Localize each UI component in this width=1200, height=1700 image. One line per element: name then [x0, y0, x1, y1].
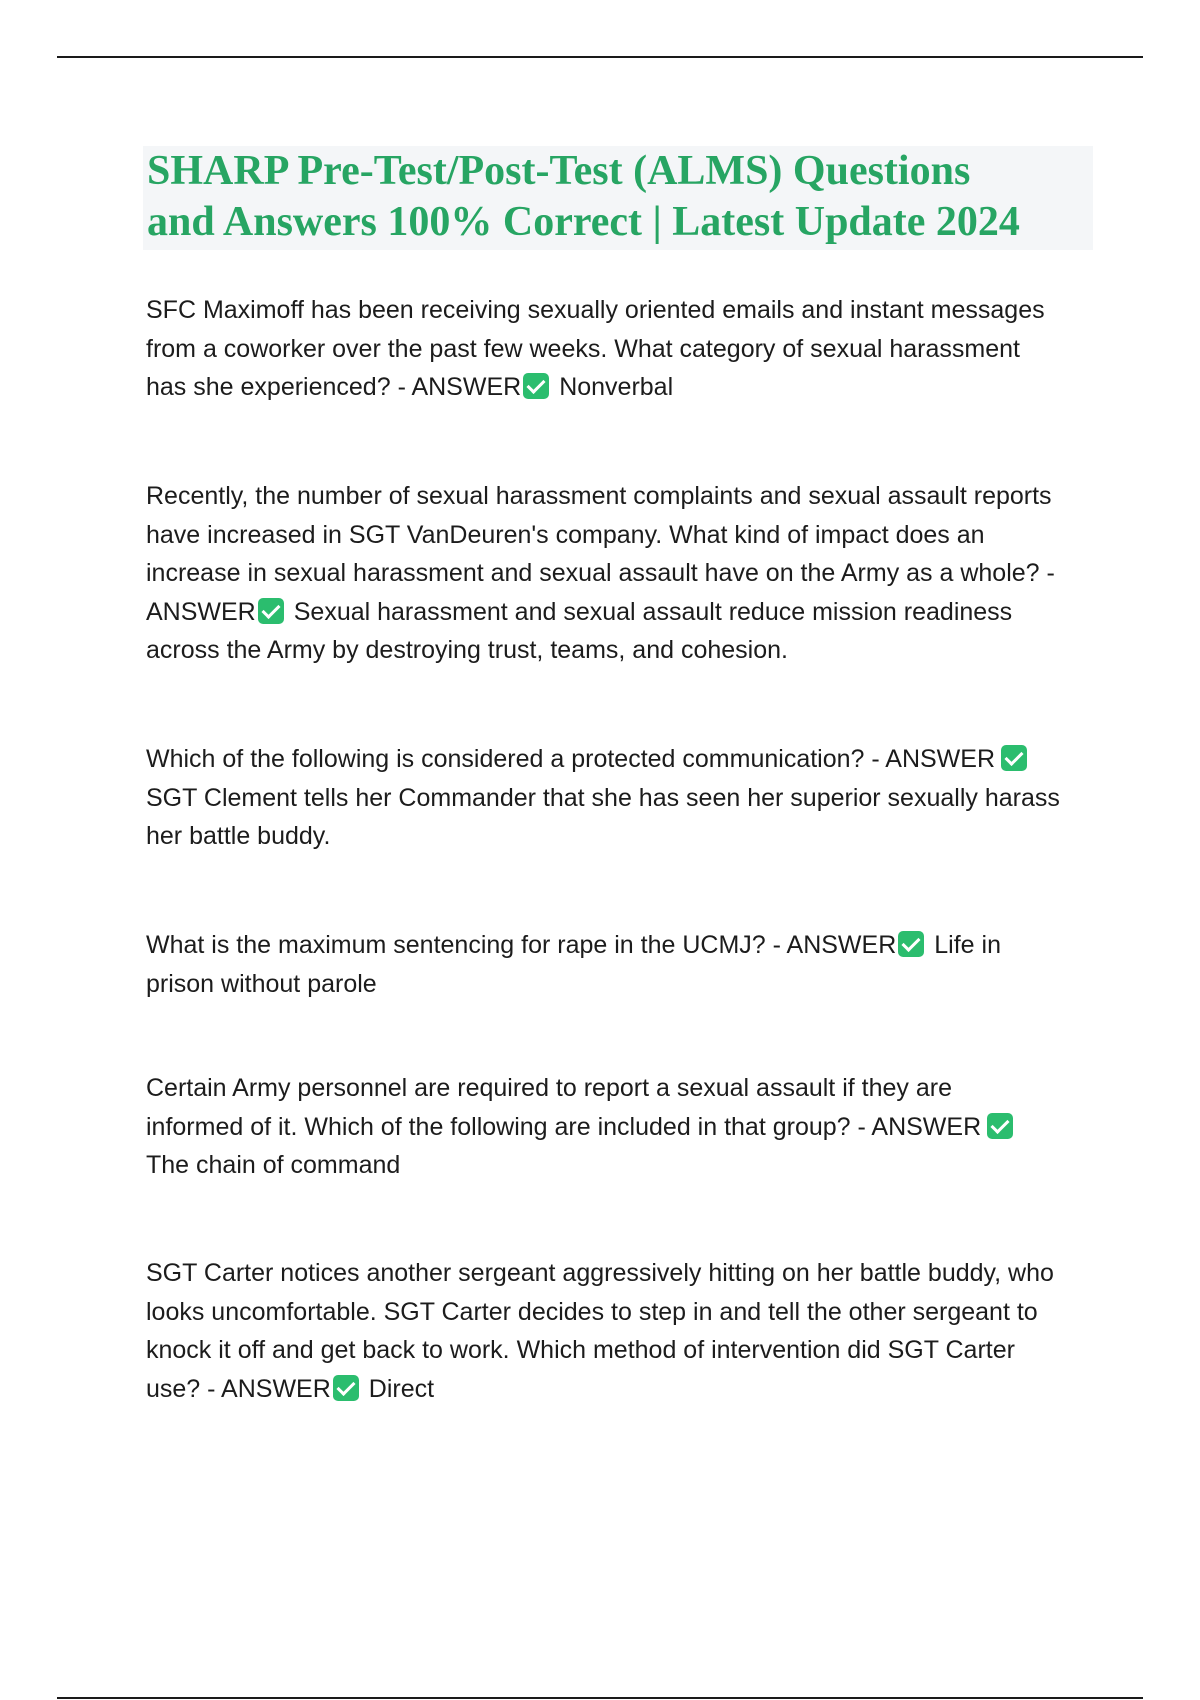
qa-line — [146, 1254, 1096, 1293]
qa-line — [146, 779, 1096, 818]
qa-item-5 — [146, 1069, 1096, 1185]
qa-item-6 — [146, 1254, 1096, 1408]
qa-line — [146, 368, 1096, 407]
qa-text: knock it off and get back to work. Which method of intervention did SGT Carter — [146, 1336, 1015, 1364]
qa-text: Recently, the number of sexual harassment complaints and sexual assault reports — [146, 482, 1052, 510]
title-banner — [143, 146, 1093, 250]
page-title-line-1: SHARP Pre-Test/Post-Test (ALMS) Questions — [147, 148, 971, 194]
qa-line — [146, 330, 1096, 369]
qa-line — [146, 1108, 1096, 1147]
qa-line — [146, 740, 1096, 779]
green-check-icon — [523, 373, 549, 399]
qa-line — [146, 817, 1096, 856]
green-check-icon — [1001, 745, 1027, 771]
qa-text: across the Army by destroying trust, teams, and cohesion. — [146, 636, 788, 664]
qa-text: ANSWER — [146, 597, 256, 626]
qa-text: have increased in SGT VanDeuren's company. What kind of impact does an — [146, 520, 985, 549]
qa-text: her battle buddy. — [146, 822, 331, 850]
qa-line — [146, 593, 1096, 632]
page-title-line-2: and Answers 100% Correct | Latest Update 2024 — [147, 199, 1020, 245]
qa-text: The chain of command — [146, 1151, 401, 1179]
qa-text: SGT Clement tells her Commander that she has seen her superior sexually harass — [146, 783, 1060, 812]
qa-item-3 — [146, 740, 1096, 856]
qa-text: increase in sexual harassment and sexual assault have on the Army as a whole? - — [146, 559, 1055, 587]
qa-text: What is the maximum sentencing for rape in the UCMJ? - ANSWER — [146, 931, 897, 959]
qa-text: use? - ANSWER — [146, 1374, 331, 1403]
qa-line — [146, 291, 1096, 330]
qa-text: SFC Maximoff has been receiving sexually oriented emails and instant messages — [146, 296, 1045, 324]
qa-text: prison without parole — [146, 969, 377, 998]
qa-text: Certain Army personnel are required to report a sexual assault if they are — [146, 1074, 952, 1102]
qa-line — [146, 1331, 1096, 1370]
qa-line — [146, 631, 1096, 670]
green-check-icon — [258, 598, 284, 624]
answer-text: Sexual harassment and sexual assault reduce mission readiness — [293, 597, 1013, 626]
qa-text: from a coworker over the past few weeks. What category of sexual harassment — [146, 334, 1020, 363]
qa-text: looks uncomfortable. SGT Carter decides to step in and tell the other sergeant to — [146, 1297, 1038, 1326]
top-rule — [57, 56, 1143, 58]
qa-line — [146, 554, 1096, 593]
qa-line — [146, 477, 1096, 516]
qa-line — [146, 1146, 1096, 1185]
qa-item-1 — [146, 291, 1096, 407]
answer-text: Nonverbal — [559, 373, 674, 401]
qa-line — [146, 1370, 1096, 1409]
green-check-icon — [333, 1375, 359, 1401]
qa-line — [146, 965, 1096, 1004]
green-check-icon — [898, 931, 924, 957]
qa-text: has she experienced? - ANSWER — [146, 373, 522, 401]
answer-text: Life in — [934, 931, 1001, 959]
qa-item-4 — [146, 926, 1096, 1003]
qa-line — [146, 1293, 1096, 1332]
answer-text: Direct — [368, 1374, 435, 1403]
bottom-rule — [57, 1697, 1143, 1699]
qa-item-2 — [146, 477, 1096, 670]
qa-text: SGT Carter notices another sergeant aggressively hitting on her battle buddy, who — [146, 1259, 1054, 1287]
qa-text: Which of the following is considered a protected communication? - ANSWER — [146, 745, 995, 773]
qa-line — [146, 516, 1096, 555]
green-check-icon — [987, 1113, 1013, 1139]
qa-text: informed of it. Which of the following are included in that group? - ANSWER — [146, 1112, 982, 1141]
qa-line — [146, 926, 1096, 965]
qa-line — [146, 1069, 1096, 1108]
